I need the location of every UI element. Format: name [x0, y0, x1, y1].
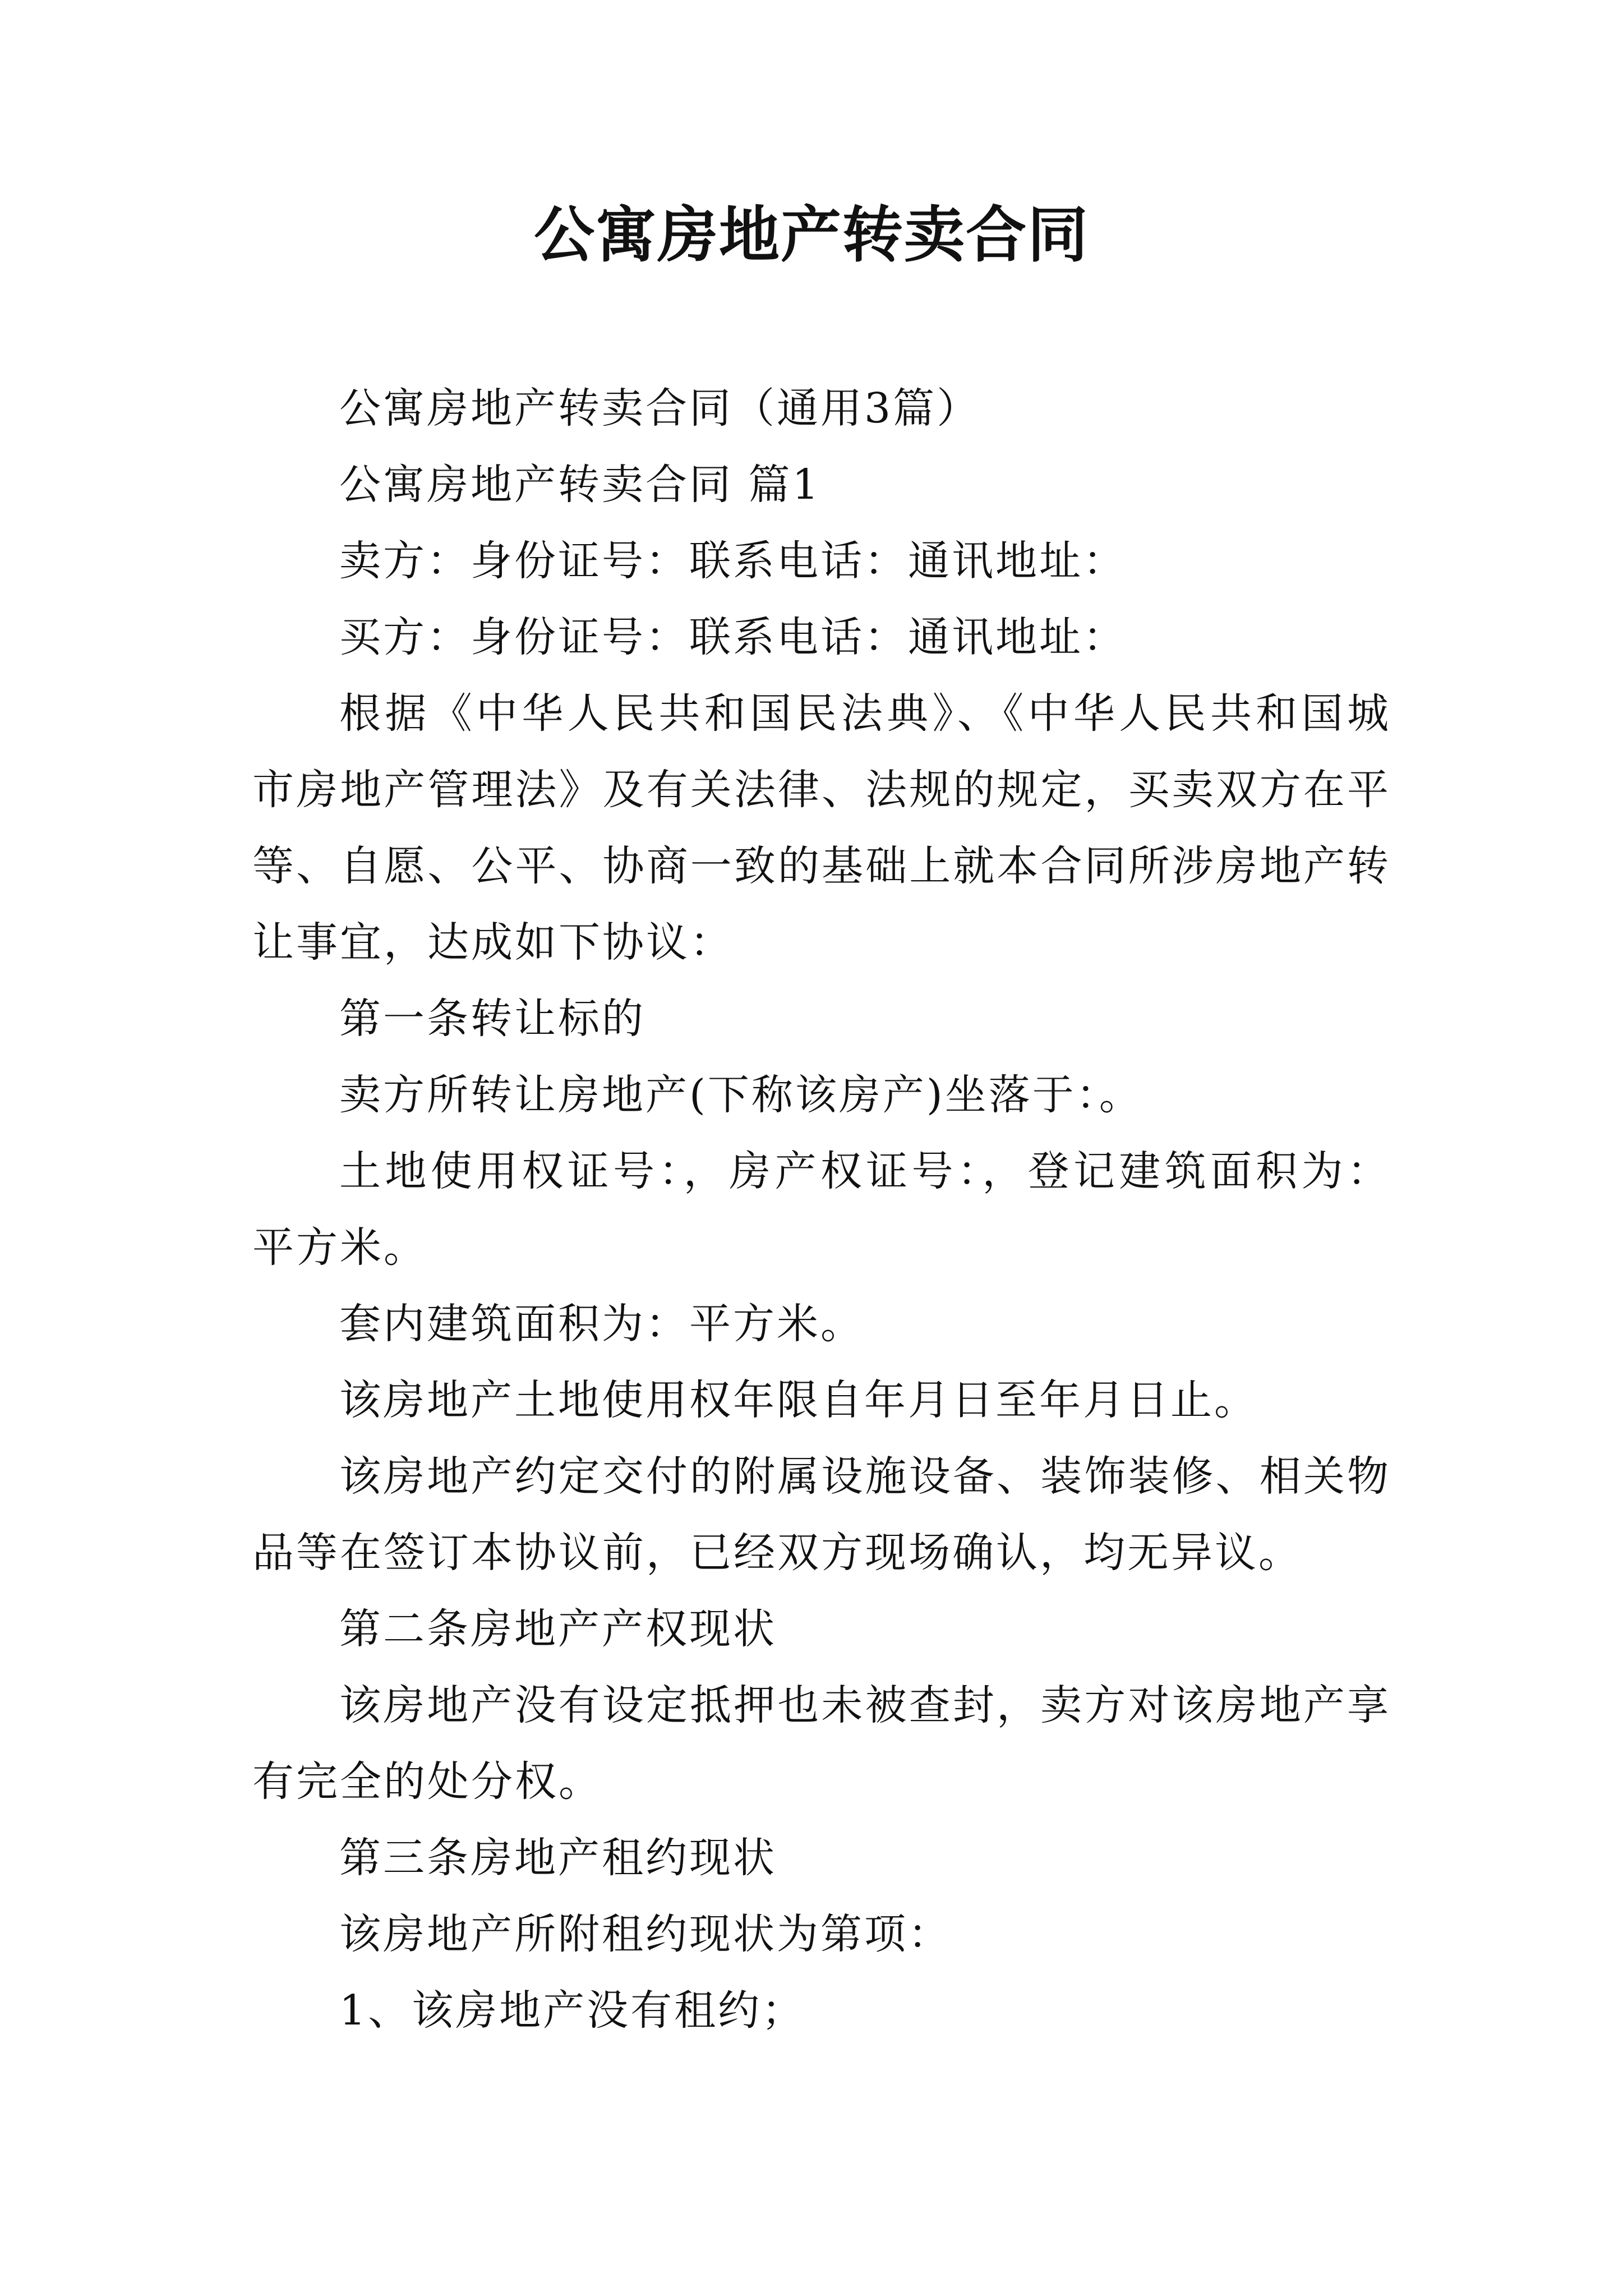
paragraph-buyer: 买方：身份证号：联系电话：通讯地址： [339, 613, 1127, 661]
paragraph-heading: 公寓房地产转卖合同（通用3篇） [339, 384, 981, 432]
paragraph-article-1-title: 第一条转让标的 [339, 995, 645, 1043]
paragraph-certificates: 土地使用权证号：，房产权证号：，登记建筑面积为：平方米。 [252, 1147, 1391, 1272]
paragraph-lease-status: 该房地产所附租约现状为第项： [339, 1910, 952, 1958]
paragraph-land-term: 该房地产土地使用权年限自年月日至年月日止。 [339, 1376, 1258, 1424]
paragraph-section-heading: 公寓房地产转卖合同 篇1 [339, 461, 821, 509]
paragraph-no-lease: 1、该房地产没有租约； [339, 1986, 806, 2035]
paragraph-preamble: 根据《中华人民共和国民法典》、《中华人民共和国城市房地产管理法》及有关法律、法规的规定，买卖双方在平等、自愿、公平、协商一致的基础上就本合同所涉房地产转让事宜，达成如下协议： [252, 689, 1391, 967]
paragraph-inner-area: 套内建筑面积为：平方米。 [339, 1300, 864, 1348]
document-title: 公寓房地产转卖合同 [533, 200, 1089, 270]
paragraph-ownership: 该房地产没有设定抵押也未被查封，卖方对该房地产享有完全的处分权。 [252, 1681, 1391, 1806]
paragraph-location: 卖方所转让房地产(下称该房产)坐落于：。 [339, 1071, 1143, 1119]
paragraph-facilities: 该房地产约定交付的附属设施设备、装饰装修、相关物品等在签订本协议前，已经双方现场确认，均无异议。 [252, 1452, 1391, 1577]
document-body [252, 370, 1391, 2049]
paragraph-article-3-title: 第三条房地产租约现状 [339, 1834, 777, 1882]
paragraph-seller: 卖方：身份证号：联系电话：通讯地址： [339, 537, 1127, 585]
paragraph-article-2-title: 第二条房地产产权现状 [339, 1605, 777, 1653]
